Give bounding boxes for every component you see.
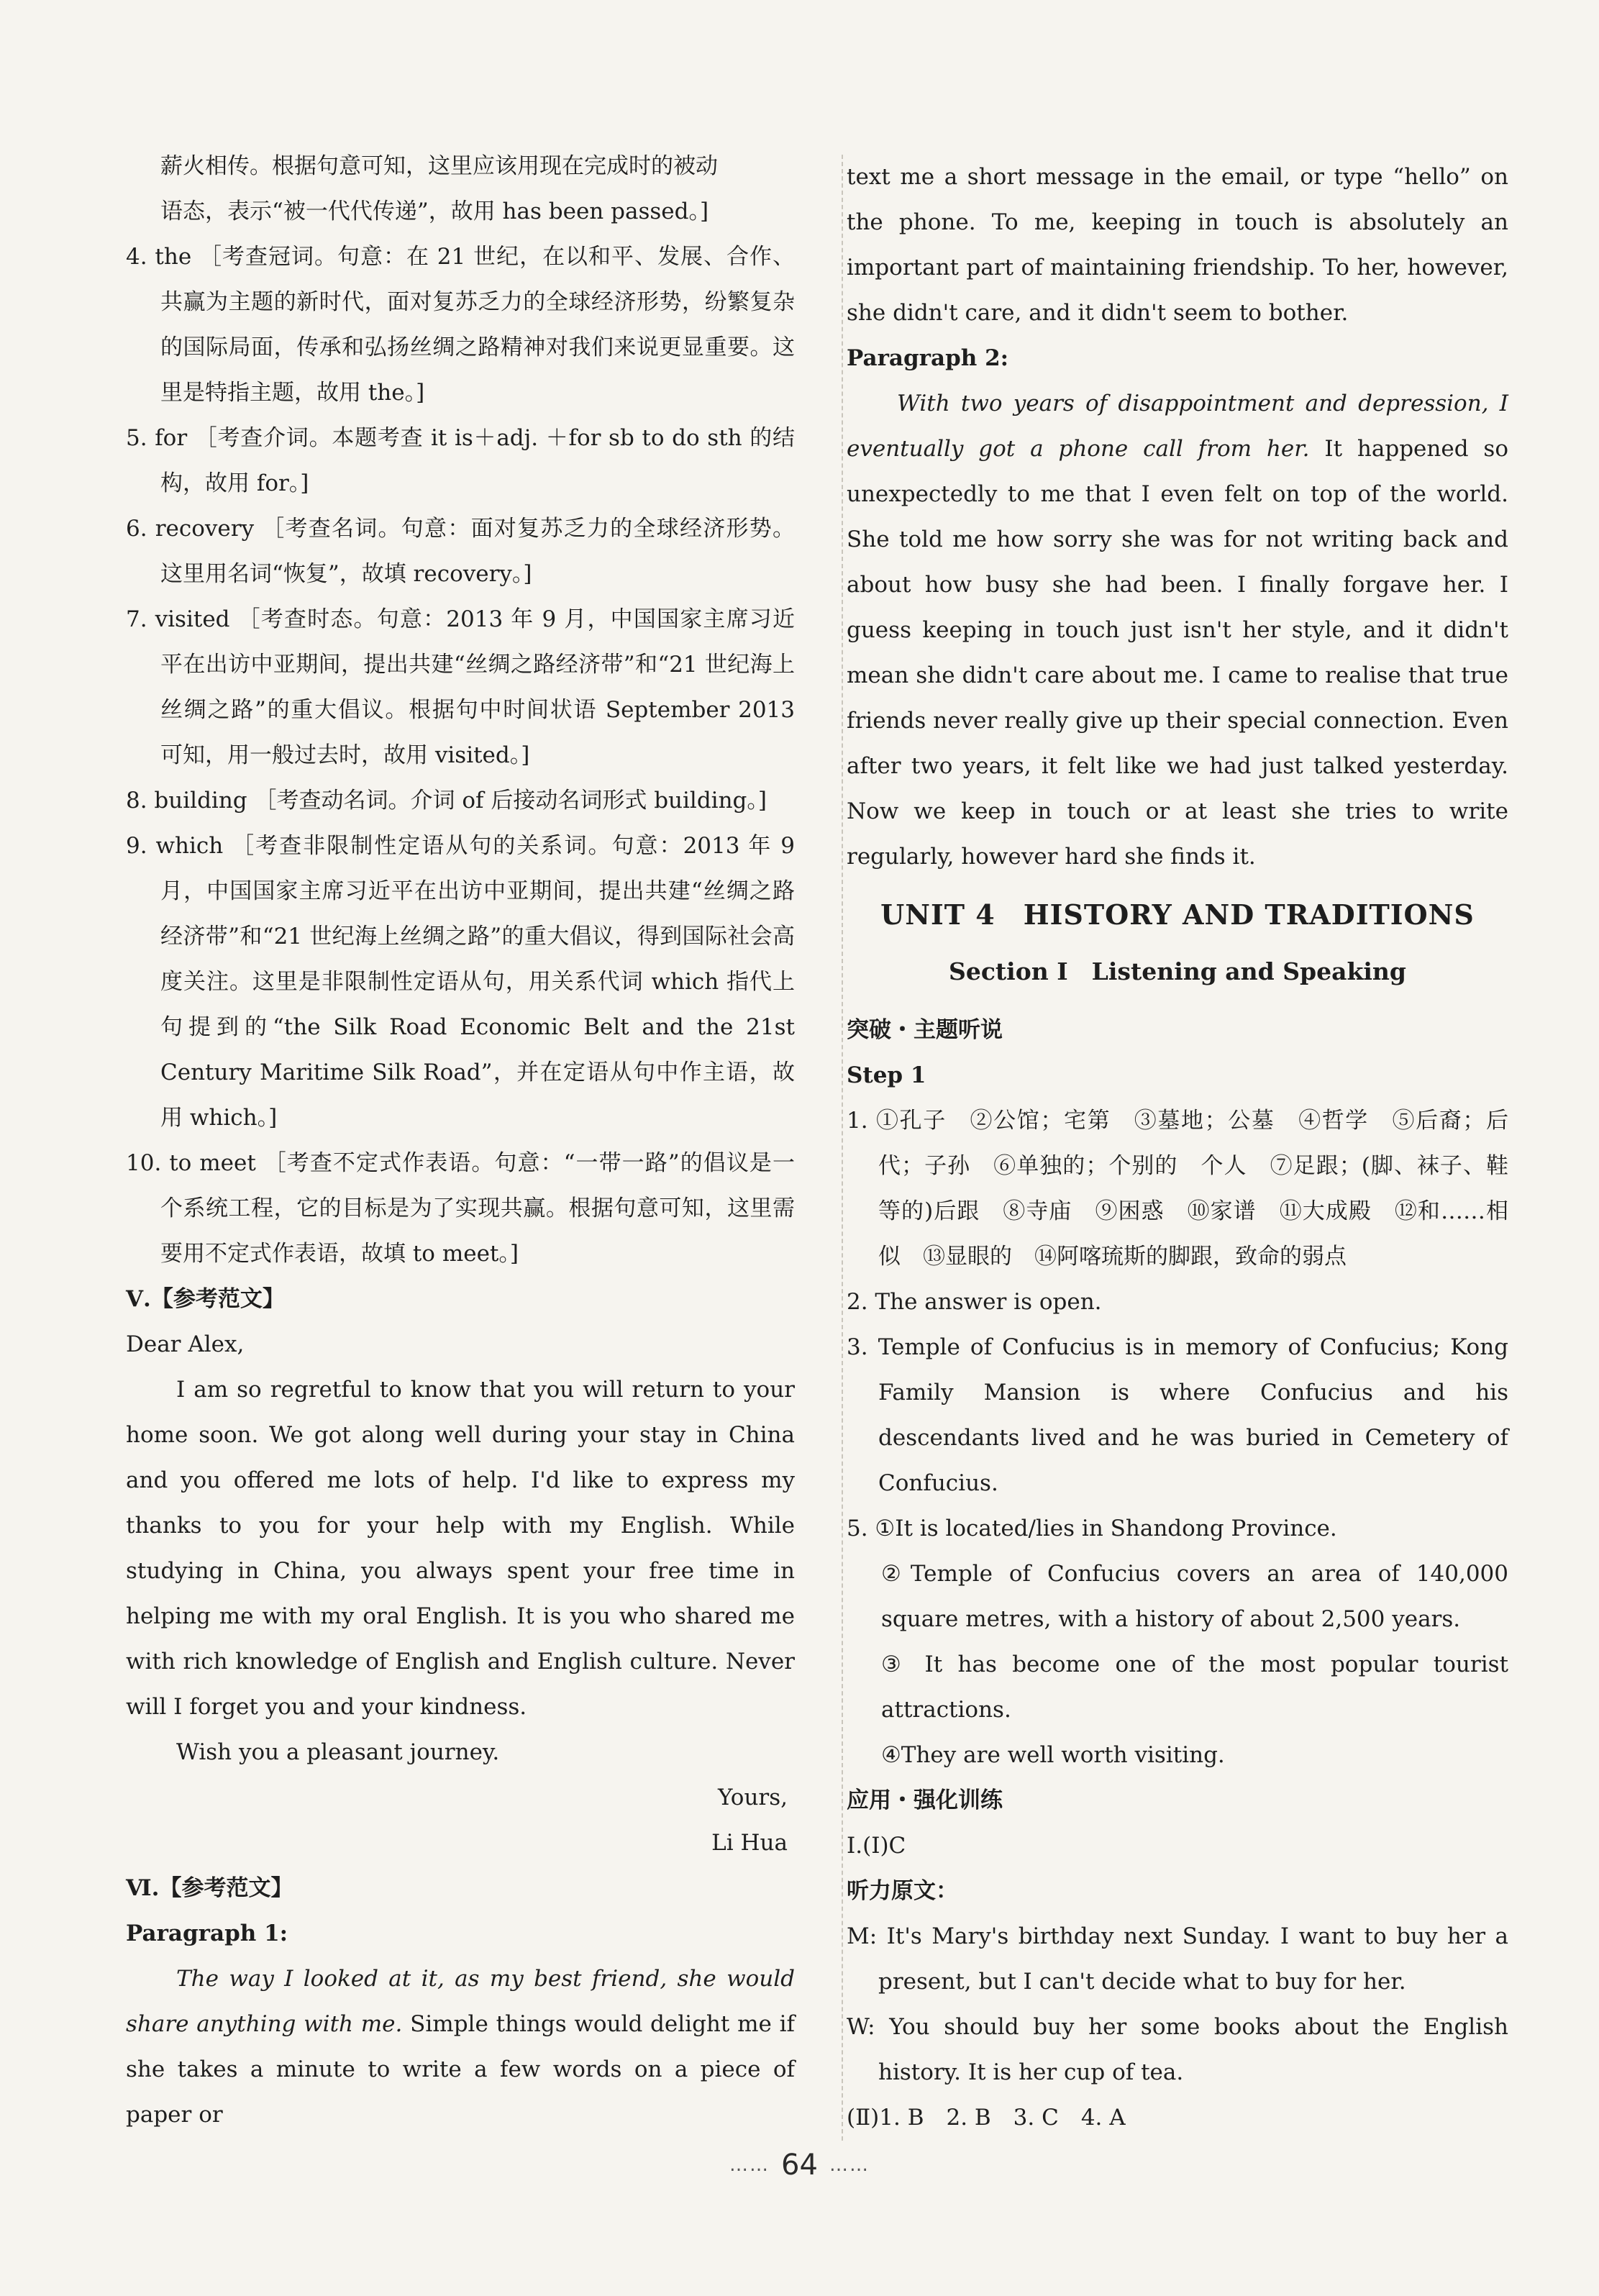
- answer-item-7: 7. visited ［考查时态。句意：2013 年 9 月，中国国家主席习近平在出访中亚期间，提出共建“丝绸之路经济带”和“21 世纪海上丝绸之路”的重大倡议。根据句中时间状语 September 2013 可知，用一般过去时，故用 visited。]: [126, 606, 795, 768]
- answer-part-i: Ⅰ.(Ⅰ)C: [847, 1833, 906, 1859]
- answer-item-5-1: 5. ①It is located/lies in Shandong Province.: [847, 1516, 1337, 1541]
- answer-item-1: 1. ①孔子 ②公馆；宅第 ③墓地；公墓 ④哲学 ⑤后裔；后代；子孙 ⑥单独的；个别的 个人 ⑦足跟；(脚、袜子、鞋等的)后跟 ⑧寺庙 ⑨困惑 ⑩家谱 ⑪大成殿 ⑫和……相似 ⑬显眼的 ⑭阿喀琉斯的脚跟，致命的弱点: [847, 1108, 1508, 1270]
- paragraph-2-text: [847, 381, 1508, 880]
- letter-closing-line: Wish you a pleasant journey.: [176, 1739, 500, 1765]
- letter-body: I am so regretful to know that you will return to your home soon. We got along well during your stay in China and you offered me lots of help. I'd like to express my thanks to you for your help with my English. While studying in China, you always spent your free time in helping me with my oral English. It is you who shared me with rich knowledge of English and English culture. Never will I forget you and your kindness.: [126, 1377, 795, 1720]
- answer-item-4: 4. the ［考查冠词。句意：在 21 世纪，在以和平、发展、合作、共赢为主题的新时代，面对复苏乏力的全球经济形势，纷繁复杂的国际局面，传承和弘扬丝绸之路精神对我们来说更显重要。这里是特指主题，故用 the。]: [126, 244, 795, 406]
- answer-item-5-2: ②Temple of Confucius covers an area of 140,000 square metres, with a history of about 2,500 years.: [881, 1561, 1508, 1632]
- paragraph-1-lead: The way I looked at it, as my best friend, she would share anything with me.: [126, 1966, 795, 2037]
- paragraph-1-continued: text me a short message in the email, or type “hello” on the phone. To me, keeping in touch is absolutely an important part of maintaining friendship. To her, however, she didn't care, and it didn't seem to bother.: [847, 164, 1508, 326]
- answer-item-3: 3. Temple of Confucius is in memory of Confucius; Kong Family Mansion is where Confucius and his descendants lived and he was buried in Cemetery of Confucius.: [847, 1334, 1508, 1496]
- footer-dots-left: ……: [729, 2154, 770, 2176]
- step-heading: Step 1: [847, 1062, 926, 1088]
- page-number: 64: [781, 2149, 818, 2182]
- transcript-line-m: M: It's Mary's birthday next Sunday. I want to buy her a present, but I can't decide what to buy for her.: [847, 1923, 1508, 1995]
- paragraph-2-lead: With two years of disappointment and depression, I eventually got a phone call from her.: [847, 391, 1508, 462]
- section-title: Section Ⅰ Listening and Speaking: [949, 957, 1406, 985]
- letter-signature: Li Hua: [711, 1830, 788, 1856]
- unit-title: UNIT 4 HISTORY AND TRADITIONS: [880, 898, 1475, 931]
- answer-item-2: 2. The answer is open.: [847, 1289, 1102, 1315]
- paragraph-1-text: [126, 1956, 795, 2138]
- answer-item-6: 6. recovery ［考查名词。句意：面对复苏乏力的全球经济形势。这里用名词“恢复”，故填 recovery。]: [126, 516, 795, 587]
- transcript-heading: 听力原文：: [847, 1878, 958, 1904]
- right-column: [842, 155, 1508, 2141]
- answer-item-9: 9. which ［考查非限制性定语从句的关系词。句意：2013 年 9 月，中国国家主席习近平在出访中亚期间，提出共建“丝绸之路经济带”和“21 世纪海上丝绸之路”的重大倡议，得到国际社会高度关注。这里是非限制性定语从句，用关系代词 which 指代上句提到的“the Silk Road Economic Belt and the 21st Century Maritime Silk Road”，并在定语从句中作主语，故用 which。]: [126, 833, 795, 1131]
- answer-item-5-3: ③ It has become one of the most popular tourist attractions.: [881, 1652, 1508, 1723]
- paragraph-1-heading: Paragraph 1:: [126, 1921, 288, 1946]
- footer-dots-right: ……: [829, 2154, 870, 2176]
- letter-salutation: Dear Alex,: [126, 1331, 245, 1357]
- paragraph-1-rest: Simple things would delight me if she takes a minute to write a few words on a piece of paper or: [126, 2011, 795, 2128]
- answer-item-5-4: ④They are well worth visiting.: [881, 1742, 1225, 1768]
- letter-signoff: Yours,: [718, 1785, 788, 1810]
- subheading-yingyong: 应用・强化训练: [847, 1787, 1003, 1813]
- text-line: 薪火相传。根据句意可知，这里应该用现在完成时的被动: [160, 153, 718, 179]
- answer-item-10: 10. to meet ［考查不定式作表语。句意：“一带一路”的倡议是一个系统工程，它的目标是为了实现共赢。根据句意可知，这里需要用不定式作表语，故填 to meet。]: [126, 1150, 795, 1267]
- page-footer: [0, 2147, 1599, 2182]
- section-heading-vi: Ⅵ.【参考范文】: [126, 1875, 293, 1901]
- left-column: [126, 144, 795, 2138]
- text-line: 语态，表示“被一代代传递”，故用 has been passed。]: [160, 199, 709, 224]
- answer-part-ii: (Ⅱ)1. B 2. B 3. C 4. A: [847, 2105, 1126, 2131]
- answer-item-5: 5. for ［考查介词。本题考查 it is＋adj. ＋for sb to do sth 的结构，故用 for。]: [126, 425, 795, 496]
- answer-item-8: 8. building ［考查动名词。介词 of 后接动名词形式 building。]: [126, 788, 767, 814]
- subheading-tupo: 突破・主题听说: [847, 1017, 1003, 1043]
- transcript-line-w: W: You should buy her some books about the English history. It is her cup of tea.: [847, 2014, 1508, 2085]
- paragraph-2-rest: It happened so unexpectedly to me that I even felt on top of the world. She told me how sorry she was for not writing back and about how busy she had been. I finally forgave her. I guess keeping in touch just isn't her style, and it didn't mean she didn't care about me. I came to realise that true friends never really give up their special connection. Even after two years, it felt like we had just talked yesterday. Now we keep in touch or at least she tries to write regularly, however hard she finds it.: [847, 436, 1508, 870]
- section-heading-v: Ⅴ.【参考范文】: [126, 1286, 285, 1312]
- paragraph-2-heading: Paragraph 2:: [847, 345, 1009, 371]
